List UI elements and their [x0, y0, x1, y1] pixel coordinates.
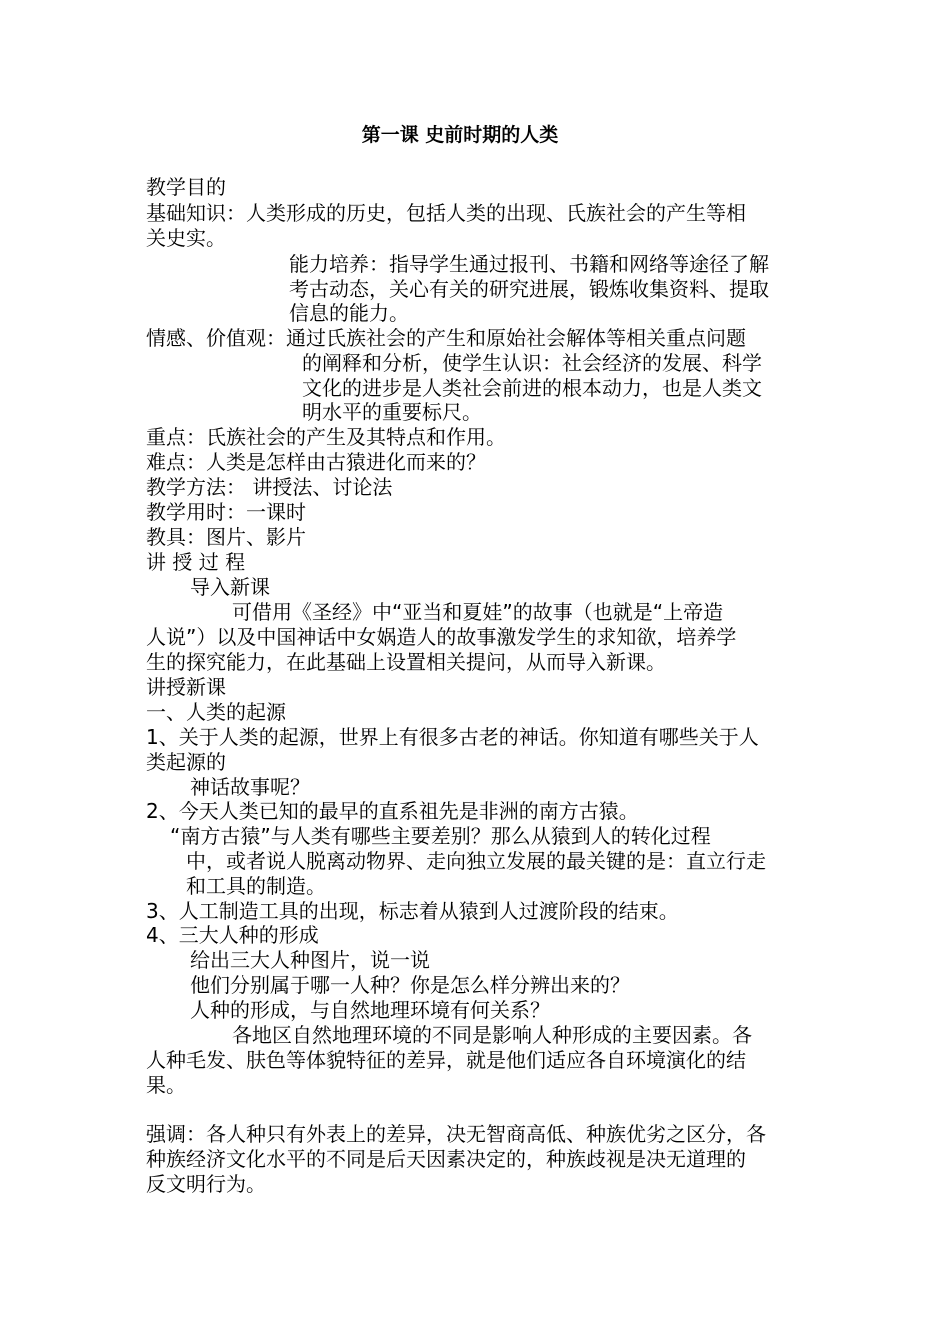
emphasis-line: 反文明行为。 — [146, 1172, 266, 1196]
key-point-line: 重点：氏族社会的产生及其特点和作用。 — [146, 425, 506, 449]
basic-knowledge-line: 基础知识：人类形成的历史，包括人类的出现、氏族社会的产生等相 — [146, 201, 746, 225]
list-item-4-line: 给出三大人种图片，说一说 — [190, 948, 430, 972]
teaching-aids-line: 教具：图片、影片 — [146, 525, 306, 549]
values-line: 明水平的重要标尺。 — [302, 400, 482, 424]
list-item-4-line: 4、三大人种的形成 — [146, 923, 319, 947]
method-line: 教学方法： 讲授法、讨论法 — [146, 475, 393, 499]
basic-knowledge-line: 关史实。 — [146, 226, 226, 250]
intro-paragraph-line: 生的探究能力，在此基础上设置相关提问，从而导入新课。 — [146, 650, 666, 674]
list-item-1-line: 神话故事呢？ — [190, 775, 310, 799]
explanation-line: 人种毛发、肤色等体貌特征的差异，就是他们适应各自环境演化的结 — [146, 1048, 746, 1072]
ability-line: 信息的能力。 — [289, 301, 409, 325]
list-item-2-line: 2、今天人类已知的最早的直系祖先是非洲的南方古猿。 — [146, 799, 639, 823]
emphasis-line: 强调：各人种只有外表上的差异，决无智商高低、种族优劣之区分，各 — [146, 1122, 766, 1146]
emphasis-line: 种族经济文化水平的不同是后天因素决定的，种族歧视是决无道理的 — [146, 1147, 746, 1171]
list-item-1-line: 类起源的 — [146, 750, 226, 774]
intro-paragraph-line: 人说”）以及中国神话中女娲造人的故事激发学生的求知欲，培养学 — [146, 625, 737, 649]
list-item-1-line: 1、关于人类的起源，世界上有很多古老的神话。你知道有哪些关于人 — [146, 725, 759, 749]
intro-heading: 导入新课 — [190, 575, 270, 599]
explanation-line: 各地区自然地理环境的不同是影响人种形成的主要因素。各 — [232, 1023, 752, 1047]
section-heading: 一、人类的起源 — [146, 700, 286, 724]
list-item-2-line: 中，或者说人脱离动物界、走向独立发展的最关键的是：直立行走 — [186, 849, 766, 873]
list-item-2-line: “南方古猿”与人类有哪些主要差别？那么从猿到人的转化过程 — [170, 824, 711, 848]
values-line: 文化的进步是人类社会前进的根本动力，也是人类文 — [302, 376, 762, 400]
values-line: 情感、价值观：通过氏族社会的产生和原始社会解体等相关重点问题 — [146, 326, 746, 350]
page-title: 第一课 史前时期的人类 — [361, 124, 559, 146]
list-item-2-line: 和工具的制造。 — [186, 874, 326, 898]
ability-line: 能力培养：指导学生通过报刊、书籍和网络等途径了解 — [289, 252, 769, 276]
list-item-3-line: 3、人工制造工具的出现，标志着从猿到人过渡阶段的结束。 — [146, 899, 679, 923]
intro-paragraph-line: 可借用《圣经》中“亚当和夏娃”的故事（也就是“上帝造 — [232, 600, 724, 624]
heading-teaching-goals: 教学目的 — [146, 175, 226, 199]
new-lesson-heading: 讲授新课 — [146, 675, 226, 699]
duration-line: 教学用时：一课时 — [146, 500, 306, 524]
list-item-4-line: 人种的形成，与自然地理环境有何关系？ — [190, 998, 550, 1022]
list-item-4-line: 他们分别属于哪一人种？你是怎么样分辨出来的？ — [190, 973, 630, 997]
explanation-line: 果。 — [146, 1073, 186, 1097]
values-line: 的阐释和分析，使学生认识：社会经济的发展、科学 — [302, 351, 762, 375]
ability-line: 考古动态，关心有关的研究进展，锻炼收集资料、提取 — [289, 277, 769, 301]
process-heading: 讲 授 过 程 — [146, 550, 246, 574]
difficulty-line: 难点：人类是怎样由古猿进化而来的？ — [146, 450, 486, 474]
